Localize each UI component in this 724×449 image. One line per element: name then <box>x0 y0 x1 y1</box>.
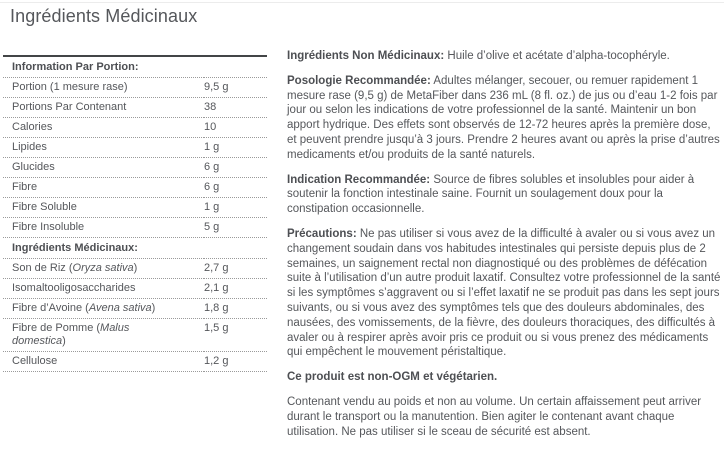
nutrition-facts-panel <box>3 55 267 372</box>
nutrient-label: Fibre Soluble <box>3 198 204 218</box>
nutrient-label: Calories <box>3 118 204 138</box>
info-paragraph: Indication Recommandée: Source de fibres solubles et insolubles pour aider à soutenir la fonction intestinale saine. Fournit un soulagement doux pour la constipation occasionnelle. <box>287 173 695 216</box>
species-name: Oryza sativa <box>72 262 134 274</box>
nutrient-label: Cellulose <box>3 352 204 372</box>
nutrient-label: Fibre Insoluble <box>3 218 204 238</box>
nutrient-label: Fibre de Pomme (Malus domestica) <box>3 319 204 352</box>
nutrition-facts-table <box>3 55 267 372</box>
table-row <box>3 118 267 138</box>
nutrient-label: Isomaltooligosaccharides <box>3 279 204 299</box>
paragraph-lead: Précautions: <box>287 227 357 240</box>
info-paragraph: Ingrédients Non Médicinaux: Huile d’olive et acétate d’alpha-tocophéryle. <box>287 50 670 62</box>
nutrient-label: Son de Riz (Oryza sativa) <box>3 259 204 279</box>
table-row <box>3 352 267 372</box>
info-paragraph: Précautions: Ne pas utiliser si vous avez de la difficulté à avaler ou si vous avez un changement soudain dans vos habitudes intestinales qui persiste depuis plus de 2 semaines, un saignement rectal non diagnostiqué ou des problèmes de défécation suite à l’utilisation d’un autre produit laxatif. Consultez votre professionnel de la santé si les symptômes s’aggravent ou si l’effet laxatif ne se produit pas dans les sept jours suivants, ou si vous avez des symptômes tels que des douleurs abdominales, des nausées, des vomissements, de la fièvre, des douleurs thoraciques, des difficultés à avaler ou à respirer après avoir pris ce produit ou si vous prenez des médicaments qui empêchent le mouvement péristaltique. <box>287 227 721 359</box>
table-row <box>3 279 267 299</box>
nutrient-label: Lipides <box>3 138 204 158</box>
info-paragraph: Posologie Recommandée: Adultes mélanger, secouer, ou remuer rapidement 1 mesure rase (9,5 g) de MetaFiber dans 236 mL (8 fl. oz.) de jus ou d’eau 1-2 fois par jour ou selon les indications de votre professionnel de la santé. Maintenir un bon apport hydrique. Des effets sont observés de 12-72 heures après la première dose, et peuvent prendre jusqu’à 3 jours. Prendre 2 heures avant ou après la prise d’autres medicaments et/ou produits de la santé naturels. <box>287 74 720 161</box>
nutrient-label: Fibre d’Avoine (Avena sativa) <box>3 299 204 319</box>
table-row <box>3 78 267 98</box>
paragraph-lead: Ingrédients Non Médicinaux: <box>287 50 445 62</box>
nutrient-value: 9,5 g <box>204 78 267 98</box>
nutrient-value: 2,7 g <box>204 259 267 279</box>
info-paragraph <box>287 370 721 385</box>
page-title: Ingrédients Médicinaux <box>10 6 198 26</box>
info-paragraph: Contenant vendu au poids et non au volume. Un certain affaissement peut arriver durant le transport ou la manutention. Bien agiter le contenant avant chaque utilisation. Ne pas utiliser si le sceau de sécurité est absent. <box>287 395 702 438</box>
nutrient-value: 5 g <box>204 218 267 238</box>
nutrient-value: 10 <box>204 118 267 138</box>
nutrient-value: 38 <box>204 98 267 118</box>
table-row <box>3 138 267 158</box>
table-row <box>3 198 267 218</box>
nutrient-label: Portion (1 mesure rase) <box>3 78 204 98</box>
table-row <box>3 259 267 279</box>
table-section-header <box>3 56 267 78</box>
nutrient-label: Glucides <box>3 158 204 178</box>
table-row <box>3 299 267 319</box>
species-name: Malus domestica <box>12 322 130 347</box>
table-row <box>3 218 267 238</box>
table-row <box>3 158 267 178</box>
details-column <box>287 49 721 449</box>
table-row <box>3 98 267 118</box>
paragraph-lead: Indication Recommandée: <box>287 173 431 186</box>
paragraph-lead: Ce produit est non-OGM et végétarien. <box>287 371 498 384</box>
nutrient-label: Fibre <box>3 178 204 198</box>
nutrient-value: 1 g <box>204 198 267 218</box>
nutrient-value: 6 g <box>204 158 267 178</box>
table-section-label: Information Par Portion: <box>3 56 267 78</box>
nutrient-value: 1,2 g <box>204 352 267 372</box>
paragraph-lead: Posologie Recommandée: <box>287 74 431 87</box>
table-row <box>3 319 267 352</box>
nutrition-table-body <box>3 56 267 372</box>
nutrient-value: 1,8 g <box>204 299 267 319</box>
species-name: Avena sativa <box>88 302 152 314</box>
nutrient-value: 1,5 g <box>204 319 267 352</box>
nutrient-value: 2,1 g <box>204 279 267 299</box>
page-top-divider <box>0 2 724 3</box>
table-section-header <box>3 238 267 259</box>
table-row <box>3 178 267 198</box>
nutrient-value: 6 g <box>204 178 267 198</box>
table-section-label: Ingrédients Médicinaux: <box>3 238 267 259</box>
nutrient-label: Portions Par Contenant <box>3 98 204 118</box>
nutrient-value: 1 g <box>204 138 267 158</box>
